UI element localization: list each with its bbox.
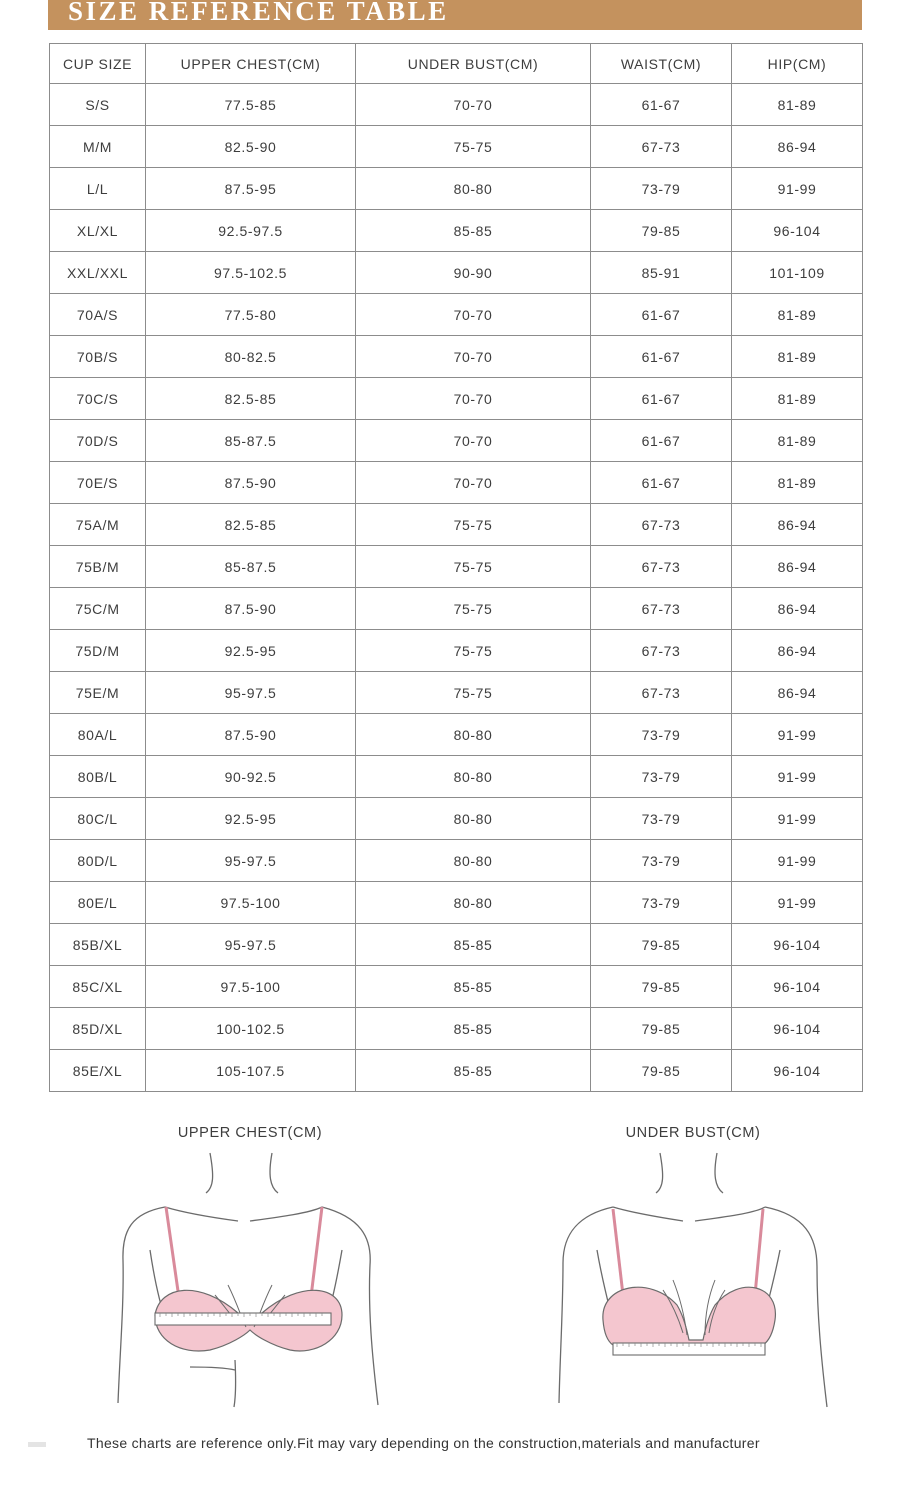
cell-hip: 96-104	[732, 1008, 863, 1050]
cell-under-bust: 85-85	[356, 210, 591, 252]
table-row	[50, 672, 863, 714]
cell-hip: 86-94	[732, 126, 863, 168]
cell-hip: 81-89	[732, 294, 863, 336]
cell-upper-chest: 85-87.5	[146, 546, 356, 588]
cell-upper-chest: 97.5-100	[146, 882, 356, 924]
cell-cup-size: 75A/M	[50, 504, 146, 546]
cell-cup-size: 80D/L	[50, 840, 146, 882]
cell-hip: 86-94	[732, 672, 863, 714]
table-header-row	[50, 44, 863, 84]
cell-hip: 86-94	[732, 588, 863, 630]
table-row	[50, 1008, 863, 1050]
cell-waist: 61-67	[591, 420, 732, 462]
cell-upper-chest: 90-92.5	[146, 756, 356, 798]
cell-cup-size: 75B/M	[50, 546, 146, 588]
cell-under-bust: 70-70	[356, 420, 591, 462]
cell-cup-size: XXL/XXL	[50, 252, 146, 294]
cell-waist: 67-73	[591, 672, 732, 714]
cell-waist: 67-73	[591, 630, 732, 672]
header-under-bust: UNDER BUST(CM)	[356, 44, 591, 84]
cell-upper-chest: 82.5-85	[146, 504, 356, 546]
upper-chest-diagram	[110, 1145, 400, 1415]
header-cup-size: CUP SIZE	[50, 44, 146, 84]
cell-hip: 81-89	[732, 420, 863, 462]
cell-under-bust: 75-75	[356, 546, 591, 588]
table-row	[50, 462, 863, 504]
cell-under-bust: 85-85	[356, 1050, 591, 1092]
table-row	[50, 588, 863, 630]
cell-waist: 61-67	[591, 378, 732, 420]
footnote: These charts are reference only.Fit may vary depending on the construction,materials and manufacturer	[87, 1435, 760, 1451]
upper-chest-label: UPPER CHEST(CM)	[177, 1125, 323, 1141]
cell-cup-size: 75E/M	[50, 672, 146, 714]
cell-cup-size: 70D/S	[50, 420, 146, 462]
table-row	[50, 294, 863, 336]
cell-under-bust: 80-80	[356, 798, 591, 840]
cell-upper-chest: 82.5-90	[146, 126, 356, 168]
cell-waist: 73-79	[591, 798, 732, 840]
cell-under-bust: 80-80	[356, 714, 591, 756]
table-row	[50, 504, 863, 546]
cell-cup-size: M/M	[50, 126, 146, 168]
cell-hip: 81-89	[732, 84, 863, 126]
cell-upper-chest: 85-87.5	[146, 420, 356, 462]
bra-illustration	[155, 1207, 342, 1351]
cell-under-bust: 70-70	[356, 336, 591, 378]
header-waist: WAIST(CM)	[591, 44, 732, 84]
cell-upper-chest: 77.5-80	[146, 294, 356, 336]
header-hip: HIP(CM)	[732, 44, 863, 84]
cell-upper-chest: 87.5-90	[146, 714, 356, 756]
cell-under-bust: 75-75	[356, 588, 591, 630]
cell-waist: 67-73	[591, 504, 732, 546]
cell-upper-chest: 87.5-90	[146, 462, 356, 504]
cell-hip: 81-89	[732, 336, 863, 378]
table-row	[50, 714, 863, 756]
cell-upper-chest: 95-97.5	[146, 840, 356, 882]
table-row	[50, 84, 863, 126]
cell-upper-chest: 92.5-95	[146, 630, 356, 672]
bra-illustration	[603, 1209, 776, 1345]
cell-hip: 91-99	[732, 798, 863, 840]
cell-waist: 67-73	[591, 588, 732, 630]
table-row	[50, 924, 863, 966]
torso-outline	[118, 1153, 378, 1407]
size-reference-table	[49, 43, 863, 1092]
cell-upper-chest: 97.5-100	[146, 966, 356, 1008]
cell-hip: 91-99	[732, 882, 863, 924]
cell-under-bust: 70-70	[356, 84, 591, 126]
cell-waist: 61-67	[591, 336, 732, 378]
table-row	[50, 336, 863, 378]
cell-cup-size: 70E/S	[50, 462, 146, 504]
cell-upper-chest: 87.5-90	[146, 588, 356, 630]
cell-under-bust: 80-80	[356, 756, 591, 798]
cell-waist: 73-79	[591, 840, 732, 882]
cell-cup-size: 75D/M	[50, 630, 146, 672]
cell-under-bust: 75-75	[356, 126, 591, 168]
cell-upper-chest: 97.5-102.5	[146, 252, 356, 294]
measuring-tape	[155, 1313, 331, 1325]
page-title: SIZE REFERENCE TABLE	[68, 0, 449, 26]
cell-cup-size: 85D/XL	[50, 1008, 146, 1050]
cell-under-bust: 70-70	[356, 294, 591, 336]
cell-upper-chest: 92.5-95	[146, 798, 356, 840]
cell-under-bust: 70-70	[356, 462, 591, 504]
cell-hip: 96-104	[732, 966, 863, 1008]
table-row	[50, 126, 863, 168]
cell-cup-size: XL/XL	[50, 210, 146, 252]
cell-under-bust: 75-75	[356, 504, 591, 546]
cell-upper-chest: 105-107.5	[146, 1050, 356, 1092]
cell-upper-chest: 87.5-95	[146, 168, 356, 210]
cell-waist: 79-85	[591, 966, 732, 1008]
cell-waist: 73-79	[591, 756, 732, 798]
cell-waist: 67-73	[591, 126, 732, 168]
cell-under-bust: 75-75	[356, 672, 591, 714]
cell-waist: 73-79	[591, 168, 732, 210]
cell-under-bust: 85-85	[356, 924, 591, 966]
table-row	[50, 882, 863, 924]
cell-under-bust: 80-80	[356, 882, 591, 924]
cell-cup-size: S/S	[50, 84, 146, 126]
table-body	[50, 84, 863, 1092]
cell-cup-size: 70B/S	[50, 336, 146, 378]
cell-waist: 79-85	[591, 1050, 732, 1092]
table-row	[50, 630, 863, 672]
cell-cup-size: 80C/L	[50, 798, 146, 840]
table-row	[50, 378, 863, 420]
cell-cup-size: 70A/S	[50, 294, 146, 336]
cell-hip: 86-94	[732, 630, 863, 672]
header-upper-chest: UPPER CHEST(CM)	[146, 44, 356, 84]
table-row	[50, 252, 863, 294]
cell-upper-chest: 95-97.5	[146, 924, 356, 966]
cell-waist: 67-73	[591, 546, 732, 588]
cell-cup-size: 80A/L	[50, 714, 146, 756]
cell-waist: 79-85	[591, 210, 732, 252]
cell-hip: 91-99	[732, 168, 863, 210]
torso-outline	[559, 1153, 827, 1407]
cell-hip: 91-99	[732, 840, 863, 882]
table-row	[50, 546, 863, 588]
cell-hip: 81-89	[732, 378, 863, 420]
cell-waist: 61-67	[591, 462, 732, 504]
cell-cup-size: 70C/S	[50, 378, 146, 420]
table-row	[50, 756, 863, 798]
cell-hip: 81-89	[732, 462, 863, 504]
cell-hip: 96-104	[732, 210, 863, 252]
cell-hip: 91-99	[732, 714, 863, 756]
cell-upper-chest: 92.5-97.5	[146, 210, 356, 252]
title-banner	[48, 0, 862, 30]
cell-under-bust: 80-80	[356, 168, 591, 210]
table-row	[50, 966, 863, 1008]
table-row	[50, 168, 863, 210]
cell-under-bust: 70-70	[356, 378, 591, 420]
cell-waist: 79-85	[591, 1008, 732, 1050]
cell-hip: 86-94	[732, 546, 863, 588]
measuring-tape	[613, 1343, 765, 1355]
cell-cup-size: 80E/L	[50, 882, 146, 924]
table-row	[50, 420, 863, 462]
under-bust-label: UNDER BUST(CM)	[625, 1125, 761, 1141]
cell-upper-chest: 82.5-85	[146, 378, 356, 420]
decorative-dash	[28, 1442, 46, 1447]
cell-hip: 86-94	[732, 504, 863, 546]
table-row	[50, 798, 863, 840]
under-bust-diagram	[555, 1145, 845, 1415]
cell-cup-size: 85B/XL	[50, 924, 146, 966]
cell-under-bust: 90-90	[356, 252, 591, 294]
cell-hip: 91-99	[732, 756, 863, 798]
cell-upper-chest: 95-97.5	[146, 672, 356, 714]
cell-cup-size: L/L	[50, 168, 146, 210]
table-row	[50, 840, 863, 882]
cell-under-bust: 85-85	[356, 966, 591, 1008]
cell-upper-chest: 100-102.5	[146, 1008, 356, 1050]
cell-waist: 85-91	[591, 252, 732, 294]
cell-cup-size: 75C/M	[50, 588, 146, 630]
cell-hip: 101-109	[732, 252, 863, 294]
cell-waist: 61-67	[591, 294, 732, 336]
cell-hip: 96-104	[732, 924, 863, 966]
cell-cup-size: 80B/L	[50, 756, 146, 798]
cell-upper-chest: 80-82.5	[146, 336, 356, 378]
cell-under-bust: 85-85	[356, 1008, 591, 1050]
cell-hip: 96-104	[732, 1050, 863, 1092]
cell-waist: 79-85	[591, 924, 732, 966]
table-row	[50, 1050, 863, 1092]
cell-waist: 73-79	[591, 714, 732, 756]
cell-under-bust: 80-80	[356, 840, 591, 882]
cell-waist: 73-79	[591, 882, 732, 924]
cell-waist: 61-67	[591, 84, 732, 126]
cell-cup-size: 85E/XL	[50, 1050, 146, 1092]
cell-cup-size: 85C/XL	[50, 966, 146, 1008]
table-row	[50, 210, 863, 252]
cell-upper-chest: 77.5-85	[146, 84, 356, 126]
cell-under-bust: 75-75	[356, 630, 591, 672]
